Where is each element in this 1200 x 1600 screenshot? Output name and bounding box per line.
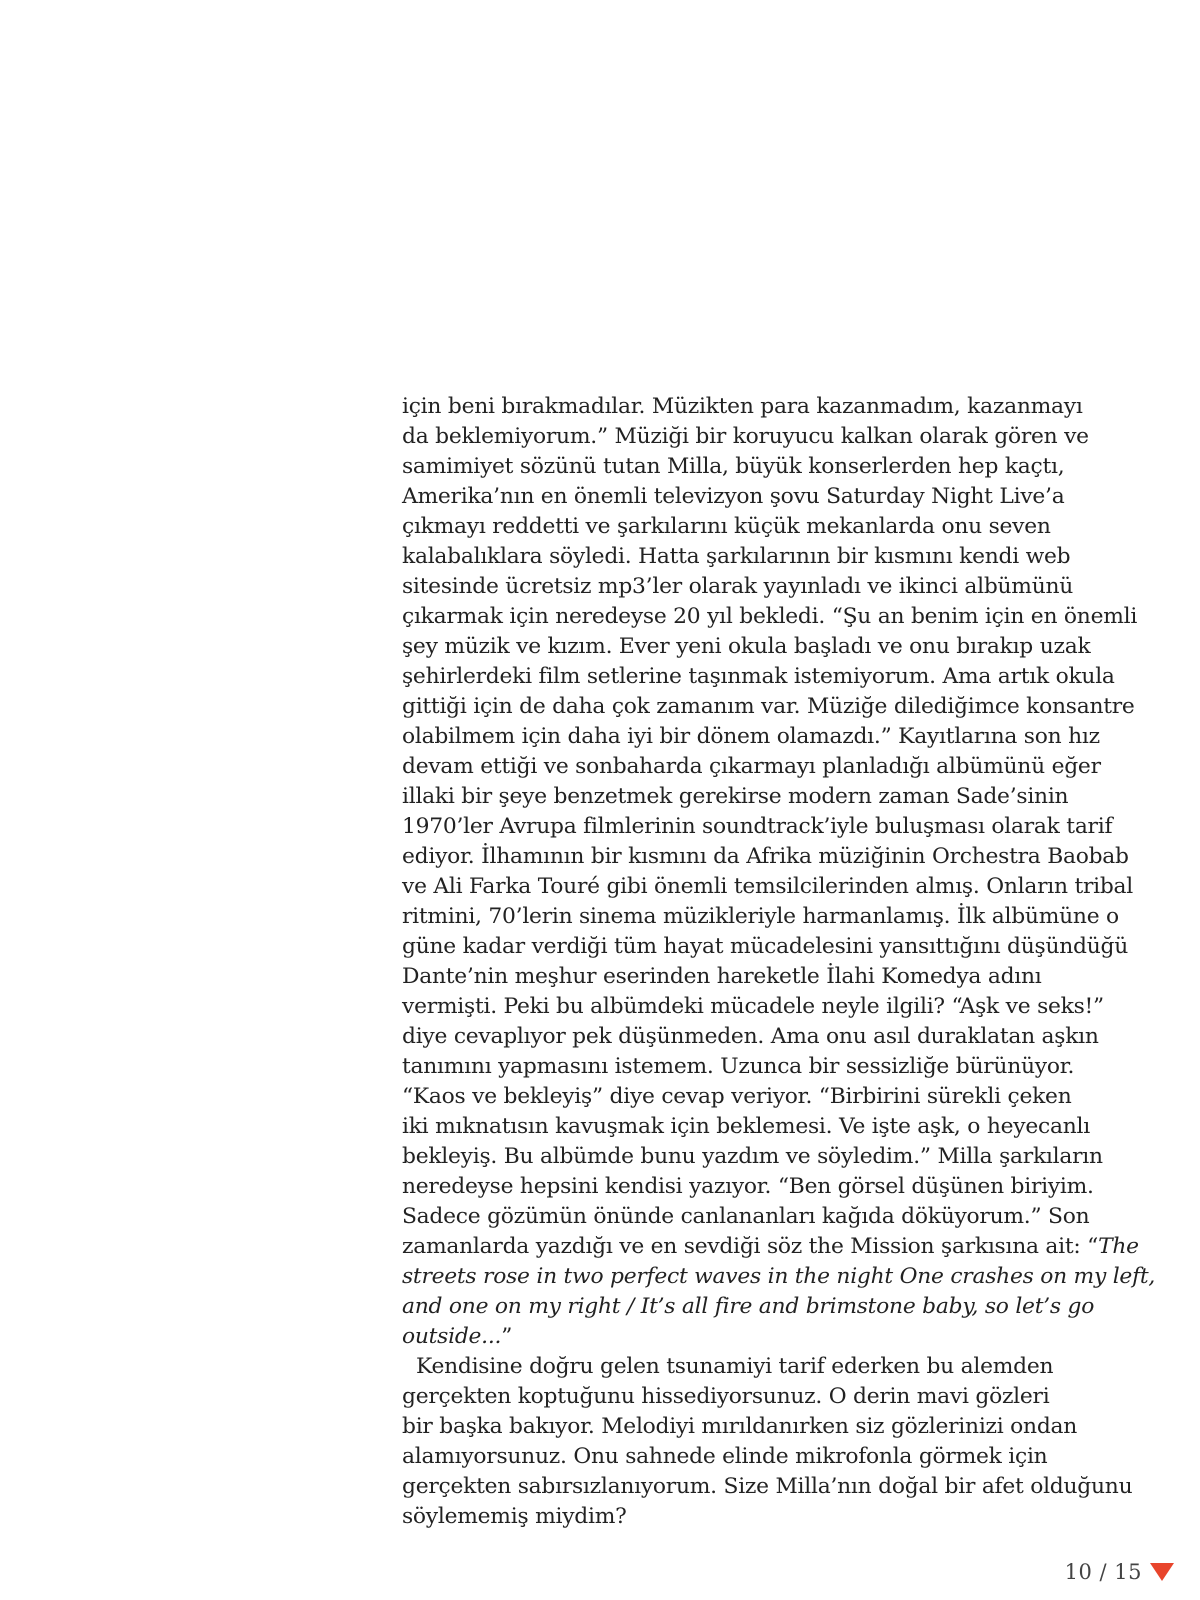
article-body bbox=[402, 392, 1156, 1532]
text-line: ve Ali Farka Touré gibi önemli temsilcilerinden almış. Onların tribal bbox=[402, 874, 1134, 899]
text-line: Sadece gözümün önünde canlananları kağıda döküyorum.” Son bbox=[402, 1204, 1090, 1229]
text-line: çıkarmak için neredeyse 20 yıl bekledi. “Şu an benim için en önemli bbox=[402, 604, 1138, 629]
text-line: sitesinde ücretsiz mp3’ler olarak yayınladı ve ikinci albümünü bbox=[402, 574, 1074, 599]
text-segment: zamanlarda yazdığı ve en sevdiği söz the Mission şarkısına ait: “ bbox=[402, 1234, 1099, 1259]
text-line: diye cevaplıyor pek düşünmeden. Ama onu asıl duraklatan aşkın bbox=[402, 1024, 1099, 1049]
text-line: şey müzik ve kızım. Ever yeni okula başladı ve onu bırakıp uzak bbox=[402, 634, 1091, 659]
text-line: 1970’ler Avrupa filmlerinin soundtrack’iyle buluşması olarak tarif bbox=[402, 814, 1113, 839]
text-line: Dante’nin meşhur eserinden hareketle İlahi Komedya adını bbox=[402, 964, 1042, 989]
page-indicator bbox=[1065, 1560, 1174, 1584]
text-line: bir başka bakıyor. Melodiyi mırıldanırken siz gözlerinizi ondan bbox=[402, 1414, 1078, 1439]
text-line: bekleyiş. Bu albümde bunu yazdım ve söyledim.” Milla şarkıların bbox=[402, 1144, 1103, 1169]
text-line: şehirlerdeki film setlerine taşınmak istemiyorum. Ama artık okula bbox=[402, 664, 1115, 689]
text-line: söylememiş miydim? bbox=[402, 1504, 627, 1529]
text-line: çıkmayı reddetti ve şarkılarını küçük mekanlarda onu seven bbox=[402, 514, 1051, 539]
quote-italic-line: and one on my right / It’s all fire and brimstone baby, so let’s go bbox=[402, 1294, 1095, 1319]
text-line: ediyor. İlhamının bir kısmını da Afrika müziğinin Orchestra Baobab bbox=[402, 844, 1129, 869]
text-line: olabilmem için daha iyi bir dönem olamazdı.” Kayıtlarına son hız bbox=[402, 724, 1100, 749]
quote-italic-segment: The bbox=[1098, 1234, 1139, 1259]
text-line: “Kaos ve bekleyiş” diye cevap veriyor. “Birbirini sürekli çeken bbox=[402, 1084, 1072, 1109]
quote-italic-end-line bbox=[402, 1322, 1142, 1352]
text-line: illaki bir şeye benzetmek gerekirse modern zaman Sade’sinin bbox=[402, 784, 1069, 809]
text-line: ritmini, 70’lerin sinema müzikleriyle harmanlamış. İlk albümüne o bbox=[402, 904, 1119, 929]
text-line: da beklemiyorum.” Müziği bir koruyucu kalkan olarak gören ve bbox=[402, 424, 1089, 449]
quote-italic-segment: outside... bbox=[402, 1324, 502, 1349]
text-line: devam ettiği ve sonbaharda çıkarmayı planladığı albümünü eğer bbox=[402, 754, 1101, 779]
text-line: iki mıknatısın kavuşmak için beklemesi. Ve işte aşk, o heyecanlı bbox=[402, 1114, 1090, 1139]
text-line: gerçekten sabırsızlanıyorum. Size Milla’nın doğal bir afet olduğunu bbox=[402, 1474, 1133, 1499]
text-line: kalabalıklara söyledi. Hatta şarkılarının bir kısmını kendi web bbox=[402, 544, 1071, 569]
paragraph-first-line: Kendisine doğru gelen tsunamiyi tarif ederken bu alemden bbox=[416, 1354, 1054, 1379]
text-line: samimiyet sözünü tutan Milla, büyük konserlerden hep kaçtı, bbox=[402, 454, 1065, 479]
text-line: gerçekten koptuğunu hissediyorsunuz. O derin mavi gözleri bbox=[402, 1384, 1050, 1409]
text-line-mixed bbox=[402, 1232, 1142, 1262]
text-line: alamıyorsunuz. Onu sahnede elinde mikrofonla görmek için bbox=[402, 1444, 1048, 1469]
text-line: güne kadar verdiği tüm hayat mücadelesini yansıttığını düşündüğü bbox=[402, 934, 1129, 959]
text-line: tanımını yapmasını istemem. Uzunca bir sessizliğe bürünüyor. bbox=[402, 1054, 1075, 1079]
text-line: vermişti. Peki bu albümdeki mücadele neyle ilgili? “Aşk ve seks!” bbox=[402, 994, 1104, 1019]
quote-italic-line: streets rose in two perfect waves in the night One crashes on my left, bbox=[402, 1264, 1156, 1289]
text-line: Amerika’nın en önemli televizyon şovu Saturday Night Live’a bbox=[402, 484, 1065, 509]
triangle-down-icon[interactable] bbox=[1150, 1563, 1174, 1581]
quote-close: ” bbox=[501, 1324, 513, 1349]
page-number: 10 / 15 bbox=[1064, 1560, 1142, 1584]
text-line: neredeyse hepsini kendisi yazıyor. “Ben görsel düşünen biriyim. bbox=[402, 1174, 1094, 1199]
text-line: gittiği için de daha çok zamanım var. Müziğe dilediğimce konsantre bbox=[402, 694, 1135, 719]
text-line: için beni bırakmadılar. Müzikten para kazanmadım, kazanmayı bbox=[402, 394, 1083, 419]
